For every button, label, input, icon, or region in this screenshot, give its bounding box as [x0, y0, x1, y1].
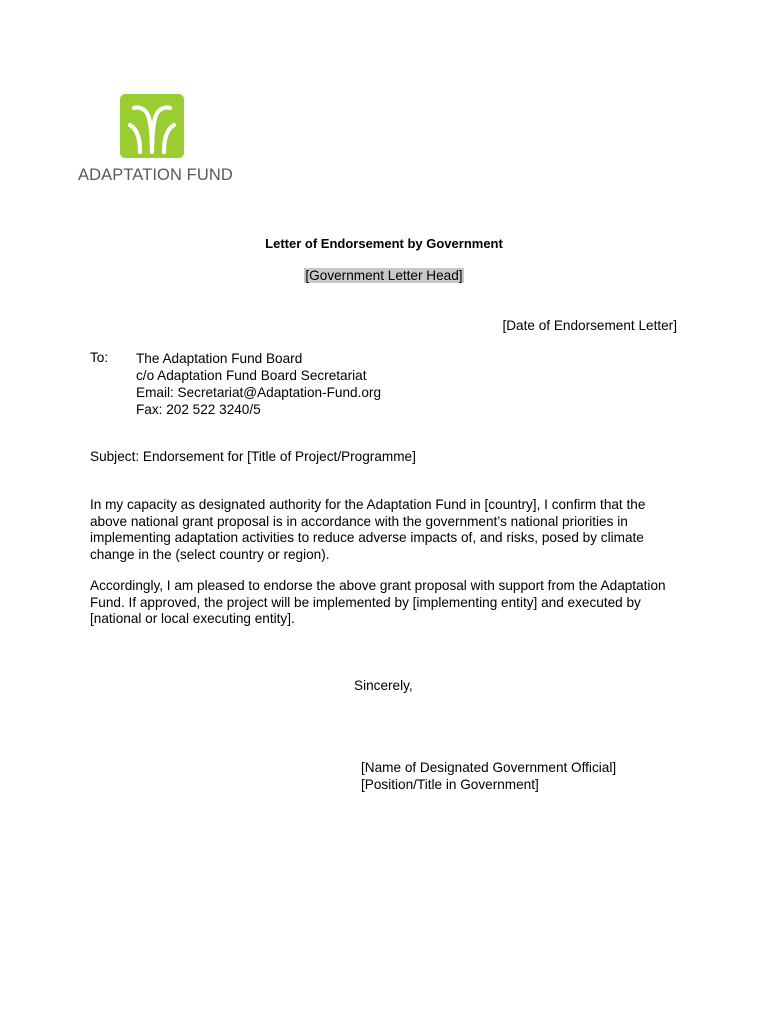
signature-name: [Name of Designated Government Official] [361, 760, 617, 775]
paragraph-line: Fund. If approved, the project will be implemented by [implementing entity] and executed by [90, 594, 641, 610]
body-paragraph-2 [90, 578, 690, 628]
subject-line: Subject: Endorsement for [Title of Project/Programme] [90, 449, 416, 464]
logo-mark [120, 94, 184, 158]
recipient-address [136, 350, 381, 418]
recipient-line: Email: Secretariat@Adaptation-Fund.org [136, 385, 382, 400]
paragraph-line: change in the (select country or region). [90, 547, 330, 563]
logo-text: ADAPTATION FUND [78, 166, 233, 184]
paragraph-line: In my capacity as designated authority for the Adaptation Fund in [country], I confirm that the [90, 497, 646, 512]
signature-block [361, 759, 616, 793]
recipient-line: The Adaptation Fund Board [136, 351, 303, 366]
paragraph-line: above national grant proposal is in accordance with the government’s national priorities in [90, 513, 628, 529]
letterhead-text: [Government Letter Head] [305, 268, 463, 283]
body-paragraph-1 [90, 497, 690, 564]
paragraph-line: implementing adaptation activities to reduce adverse impacts of, and risks, posed by climate [90, 530, 644, 546]
letter-title: Letter of Endorsement by Government [265, 236, 503, 251]
recipient-line: Fax: 202 522 3240/5 [136, 402, 261, 417]
letter-date: [Date of Endorsement Letter] [502, 318, 677, 333]
closing: Sincerely, [354, 678, 413, 693]
paragraph-line: Accordingly, I am pleased to endorse the above grant proposal with support from the Adaptation [90, 578, 666, 593]
letterhead-placeholder [0, 268, 768, 283]
to-label: To: [90, 350, 109, 365]
recipient-line: c/o Adaptation Fund Board Secretariat [136, 368, 367, 383]
fountain-icon [120, 94, 184, 158]
signature-position: [Position/Title in Government] [361, 777, 539, 792]
paragraph-line: [national or local executing entity]. [90, 611, 295, 627]
